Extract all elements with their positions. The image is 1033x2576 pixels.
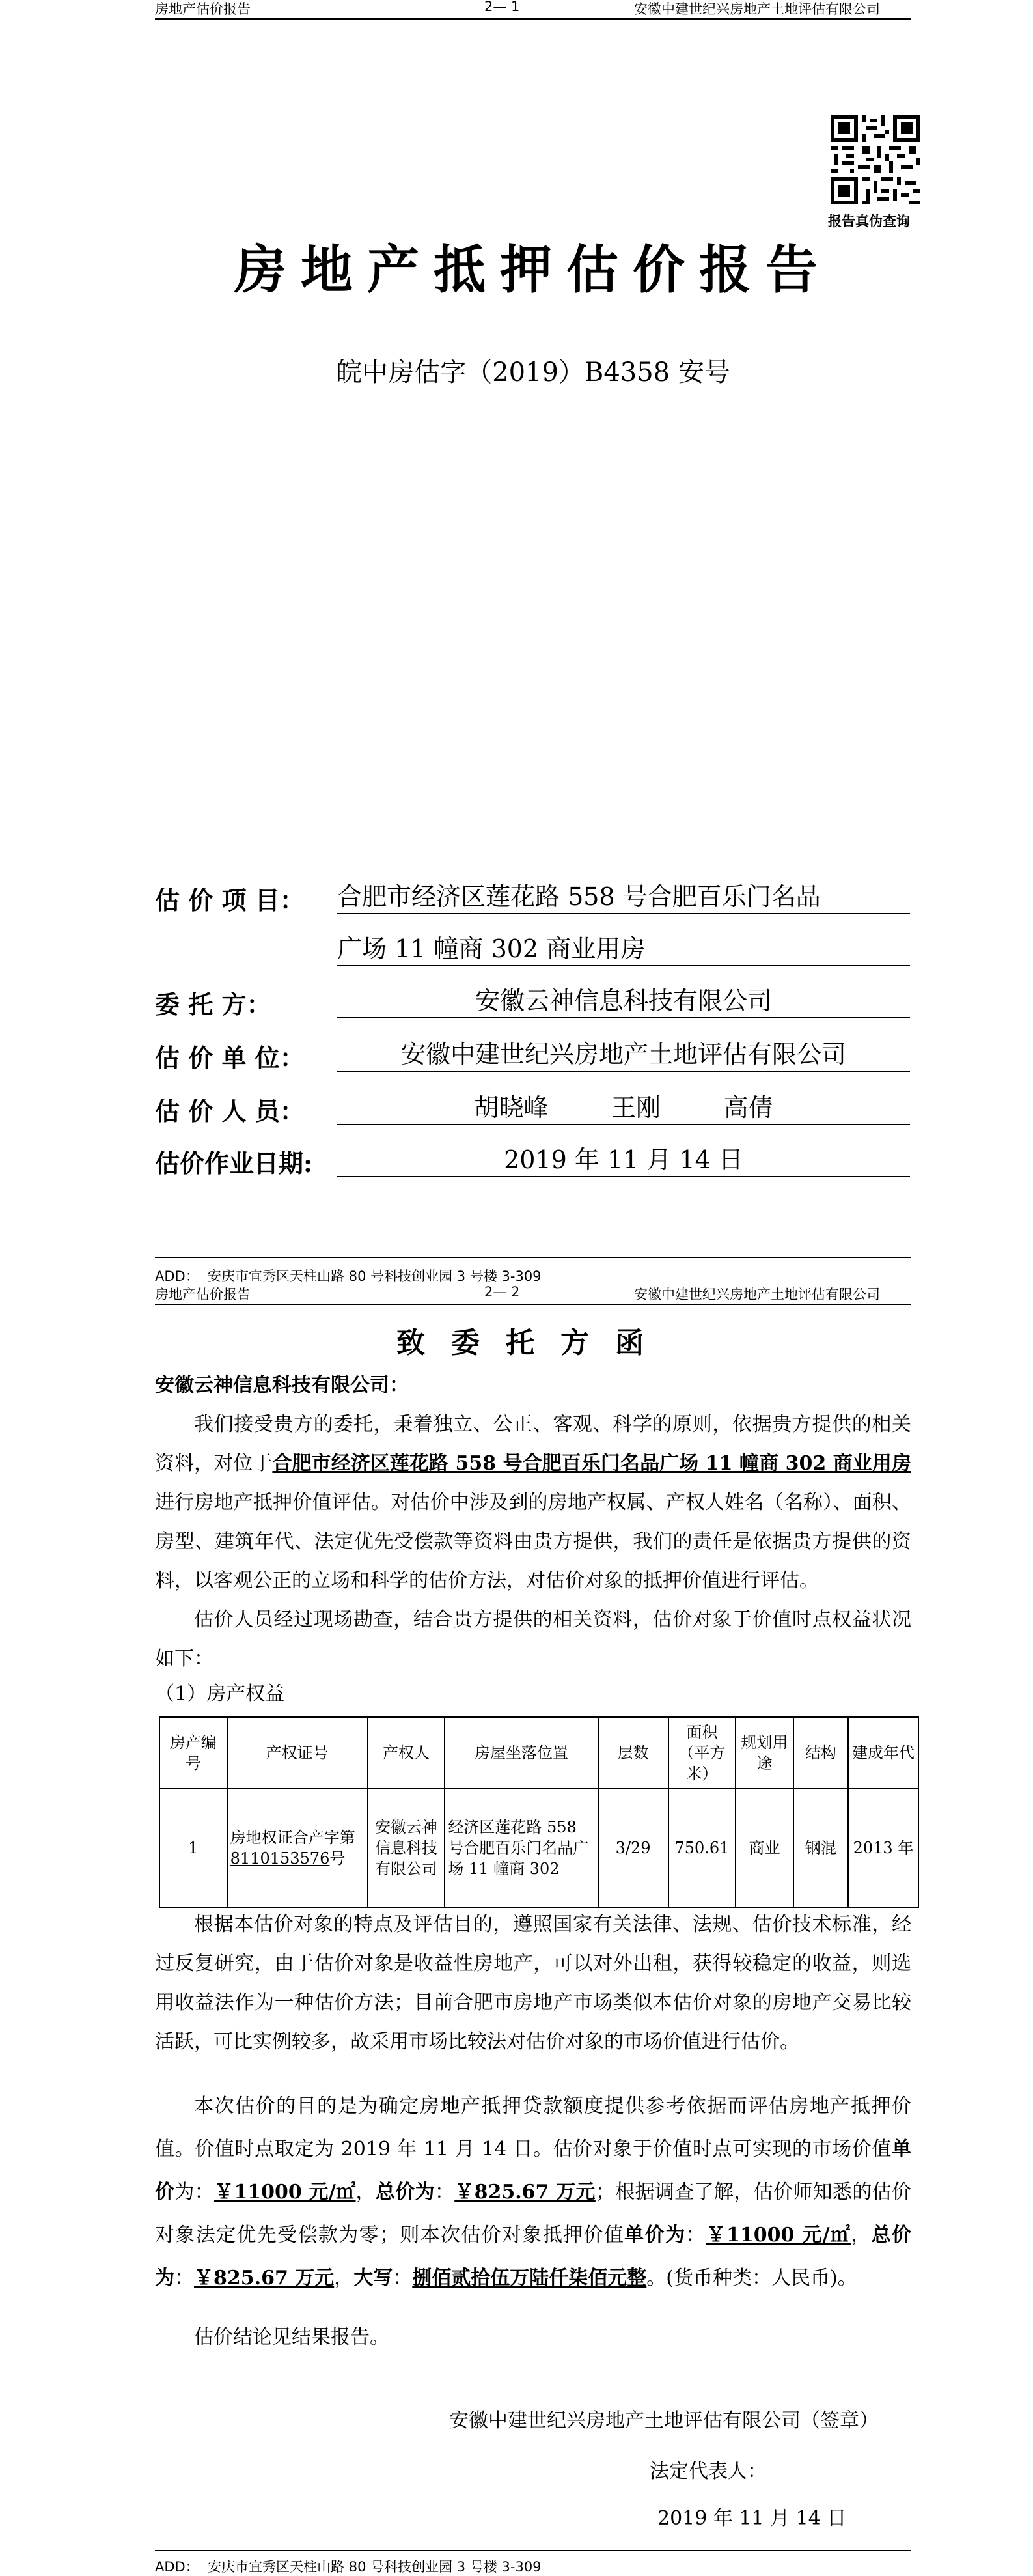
field-value: 胡晓峰 王刚 高倩: [337, 1091, 910, 1125]
column-header: 房屋坐落位置: [445, 1717, 598, 1789]
text: 进行房地产抵押价值评估。对估价中涉及到的房地产权属、产权人姓名（名称）、面积、房型、建筑年代、法定优先受偿款等资料由贵方提供，我们的责任是依据贵方提供的资料，以客观公正的立场和科学的估价方法，对估价对象的抵押价值进行评估。: [155, 1491, 911, 1592]
field-client: [155, 985, 911, 1024]
text: ，: [334, 2267, 354, 2289]
mortgage-unit-price: ￥11000 元/㎡: [706, 2224, 851, 2247]
property-rights-table: [159, 1716, 919, 1908]
field-value: 安徽云神信息科技有限公司: [337, 985, 910, 1018]
text: ，: [851, 2224, 872, 2247]
text: ：: [174, 2267, 194, 2289]
footer-divider: [155, 2550, 911, 2551]
signature-date: 2019 年 11 月 14 日: [657, 2507, 847, 2530]
field-project-line2: [155, 932, 911, 972]
table-cell-cert: [227, 1789, 368, 1907]
text: 。(货币种类：人民币)。: [646, 2267, 857, 2289]
letter-title: 致委托方函: [396, 1326, 670, 1360]
header-right: 安徽中建世纪兴房地产土地评估有限公司: [634, 1287, 880, 1302]
footer-divider: [155, 1257, 911, 1258]
text: ；根据调查了解，估价师知悉的估价对象法定优先受偿款为零；则本次估价对象抵押价值: [155, 2181, 912, 2247]
table-cell: 3/29: [598, 1789, 668, 1907]
text: 为：: [174, 2181, 215, 2204]
report-number: 皖中房估字（2019）B4358 安号: [336, 357, 730, 387]
field-value: 安徽中建世纪兴房地产土地评估有限公司: [337, 1038, 910, 1072]
text: ：: [685, 2224, 706, 2247]
column-header: 层数: [598, 1717, 668, 1789]
table-cell: 安徽云神信息科技有限公司: [368, 1789, 445, 1907]
header-right: 安徽中建世纪兴房地产土地评估有限公司: [634, 1, 880, 17]
addressee: 安徽云神信息科技有限公司：: [155, 1374, 409, 1397]
column-header: 产权人: [368, 1717, 445, 1789]
text: 本次估价的目的是为确定房地产抵押贷款额度提供参考依据而评估房地产抵押价值。价值时点取定为 2019 年 11 月 14 日。估价对象于价值时点可实现的市场价值: [155, 2095, 911, 2161]
table-caption: （1）房产权益: [155, 1683, 285, 1705]
signature-representative: 法定代表人：: [650, 2460, 767, 2483]
header-left: 房地产估价报告: [155, 1287, 251, 1302]
paragraph-5: 估价结论见结果报告。: [194, 2326, 389, 2349]
field-label: 估 价 项 目：: [155, 886, 305, 915]
table-cell: 1: [159, 1789, 227, 1907]
table-cell: 2013 年: [848, 1789, 918, 1907]
table-cell: 经济区莲花路 558 号合肥百乐门名品广场 11 幢商 302: [445, 1789, 598, 1907]
paragraph-2: 估价人员经过现场勘查，结合贵方提供的相关资料，估价对象于价值时点权益状况如下：: [155, 1608, 911, 1670]
column-header: 房产编号: [159, 1717, 227, 1789]
mortgage-total-price: ￥825.67 万元: [194, 2267, 335, 2289]
label-unit-price: 单价: [155, 2138, 911, 2204]
table-cell: 750.61: [668, 1789, 736, 1907]
footer-address: ADD： 安庆市宜秀区天柱山路 80 号科技创业园 3 号楼 3-309: [155, 1268, 542, 1284]
qr-code-icon: [831, 115, 920, 204]
table-cell: 钢混: [793, 1789, 848, 1907]
field-value: 2019 年 11 月 14 日: [337, 1143, 910, 1177]
column-header: 规划用途: [736, 1717, 793, 1789]
field-label: 估 价 单 位：: [155, 1043, 305, 1072]
column-header: 建成年代: [848, 1717, 918, 1789]
column-header: 结构: [793, 1717, 848, 1789]
text: ，: [355, 2181, 376, 2204]
field-date: [155, 1143, 911, 1183]
field-project: [155, 880, 911, 919]
property-address: 合肥市经济区莲花路 558 号合肥百乐门名品广场 11 幢商 302 商业用房: [272, 1452, 911, 1475]
field-label: 估 价 人 员：: [155, 1097, 305, 1126]
qr-caption: 报告真伪查询: [828, 213, 910, 229]
header-page-number: 2— 2: [484, 1284, 520, 1300]
header-divider: [155, 18, 911, 20]
capital-amount: 捌佰贰拾伍万陆仟柒佰元整: [412, 2267, 647, 2289]
column-header: 产权证号: [227, 1717, 368, 1789]
field-value: 合肥市经济区莲花路 558 号合肥百乐门名品: [337, 880, 910, 914]
footer-address: ADD： 安庆市宜秀区天柱山路 80 号科技创业园 3 号楼 3-309: [155, 2559, 542, 2575]
header-divider: [155, 1304, 911, 1305]
paragraph-3: 根据本估价对象的特点及评估目的，遵照国家有关法律、法规、估价技术标准，经过反复研究，由于估价对象是收益性房地产，可以对外出租，获得较稳定的收益，则选用收益法作为一种估价方法；目前合肥市房地产市场类似本估价对象的房地产交易比较活跃，可比实例较多，故采用市场比较法对估价对象的市场价值进行估价。: [155, 1913, 911, 2053]
header-left: 房地产估价报告: [155, 1, 251, 17]
table-row: [159, 1789, 918, 1907]
field-value: 广场 11 幢商 302 商业用房: [337, 932, 910, 966]
label-total-price: 总价为: [155, 2224, 911, 2289]
header-page-number: 2— 1: [484, 0, 520, 14]
text: 我们接受贵方的委托，秉着独立、公正、客观、科学的原则，依据贵方提供的相关资料，对位于: [155, 1413, 911, 1475]
paragraph-1: [155, 1405, 911, 1601]
report-title: 房地产抵押估价报告: [234, 239, 832, 300]
cert-number: 8110153576: [230, 1849, 330, 1868]
market-total-price: ￥825.67 万元: [454, 2181, 596, 2204]
label-total-price: 总价为: [375, 2181, 435, 2204]
label-capital: 大写: [353, 2267, 393, 2289]
label-unit-price: 单价为: [624, 2224, 686, 2247]
market-unit-price: ￥11000 元/㎡: [214, 2181, 356, 2204]
text: ：: [434, 2181, 455, 2204]
signature-company: 安徽中建世纪兴房地产土地评估有限公司（签章）: [449, 2409, 879, 2432]
field-label: 委 托 方：: [155, 990, 271, 1019]
field-org: [155, 1038, 911, 1077]
text: 号: [329, 1849, 346, 1868]
text: ：: [393, 2267, 413, 2289]
paragraph-4: [155, 2085, 911, 2300]
field-label: 估价作业日期:: [155, 1149, 313, 1178]
text: 房地权证合产字第: [230, 1828, 355, 1847]
table-cell: 商业: [736, 1789, 793, 1907]
column-header: 面积（平方米）: [668, 1717, 736, 1789]
table-header-row: [159, 1717, 918, 1789]
field-staff: [155, 1091, 911, 1130]
